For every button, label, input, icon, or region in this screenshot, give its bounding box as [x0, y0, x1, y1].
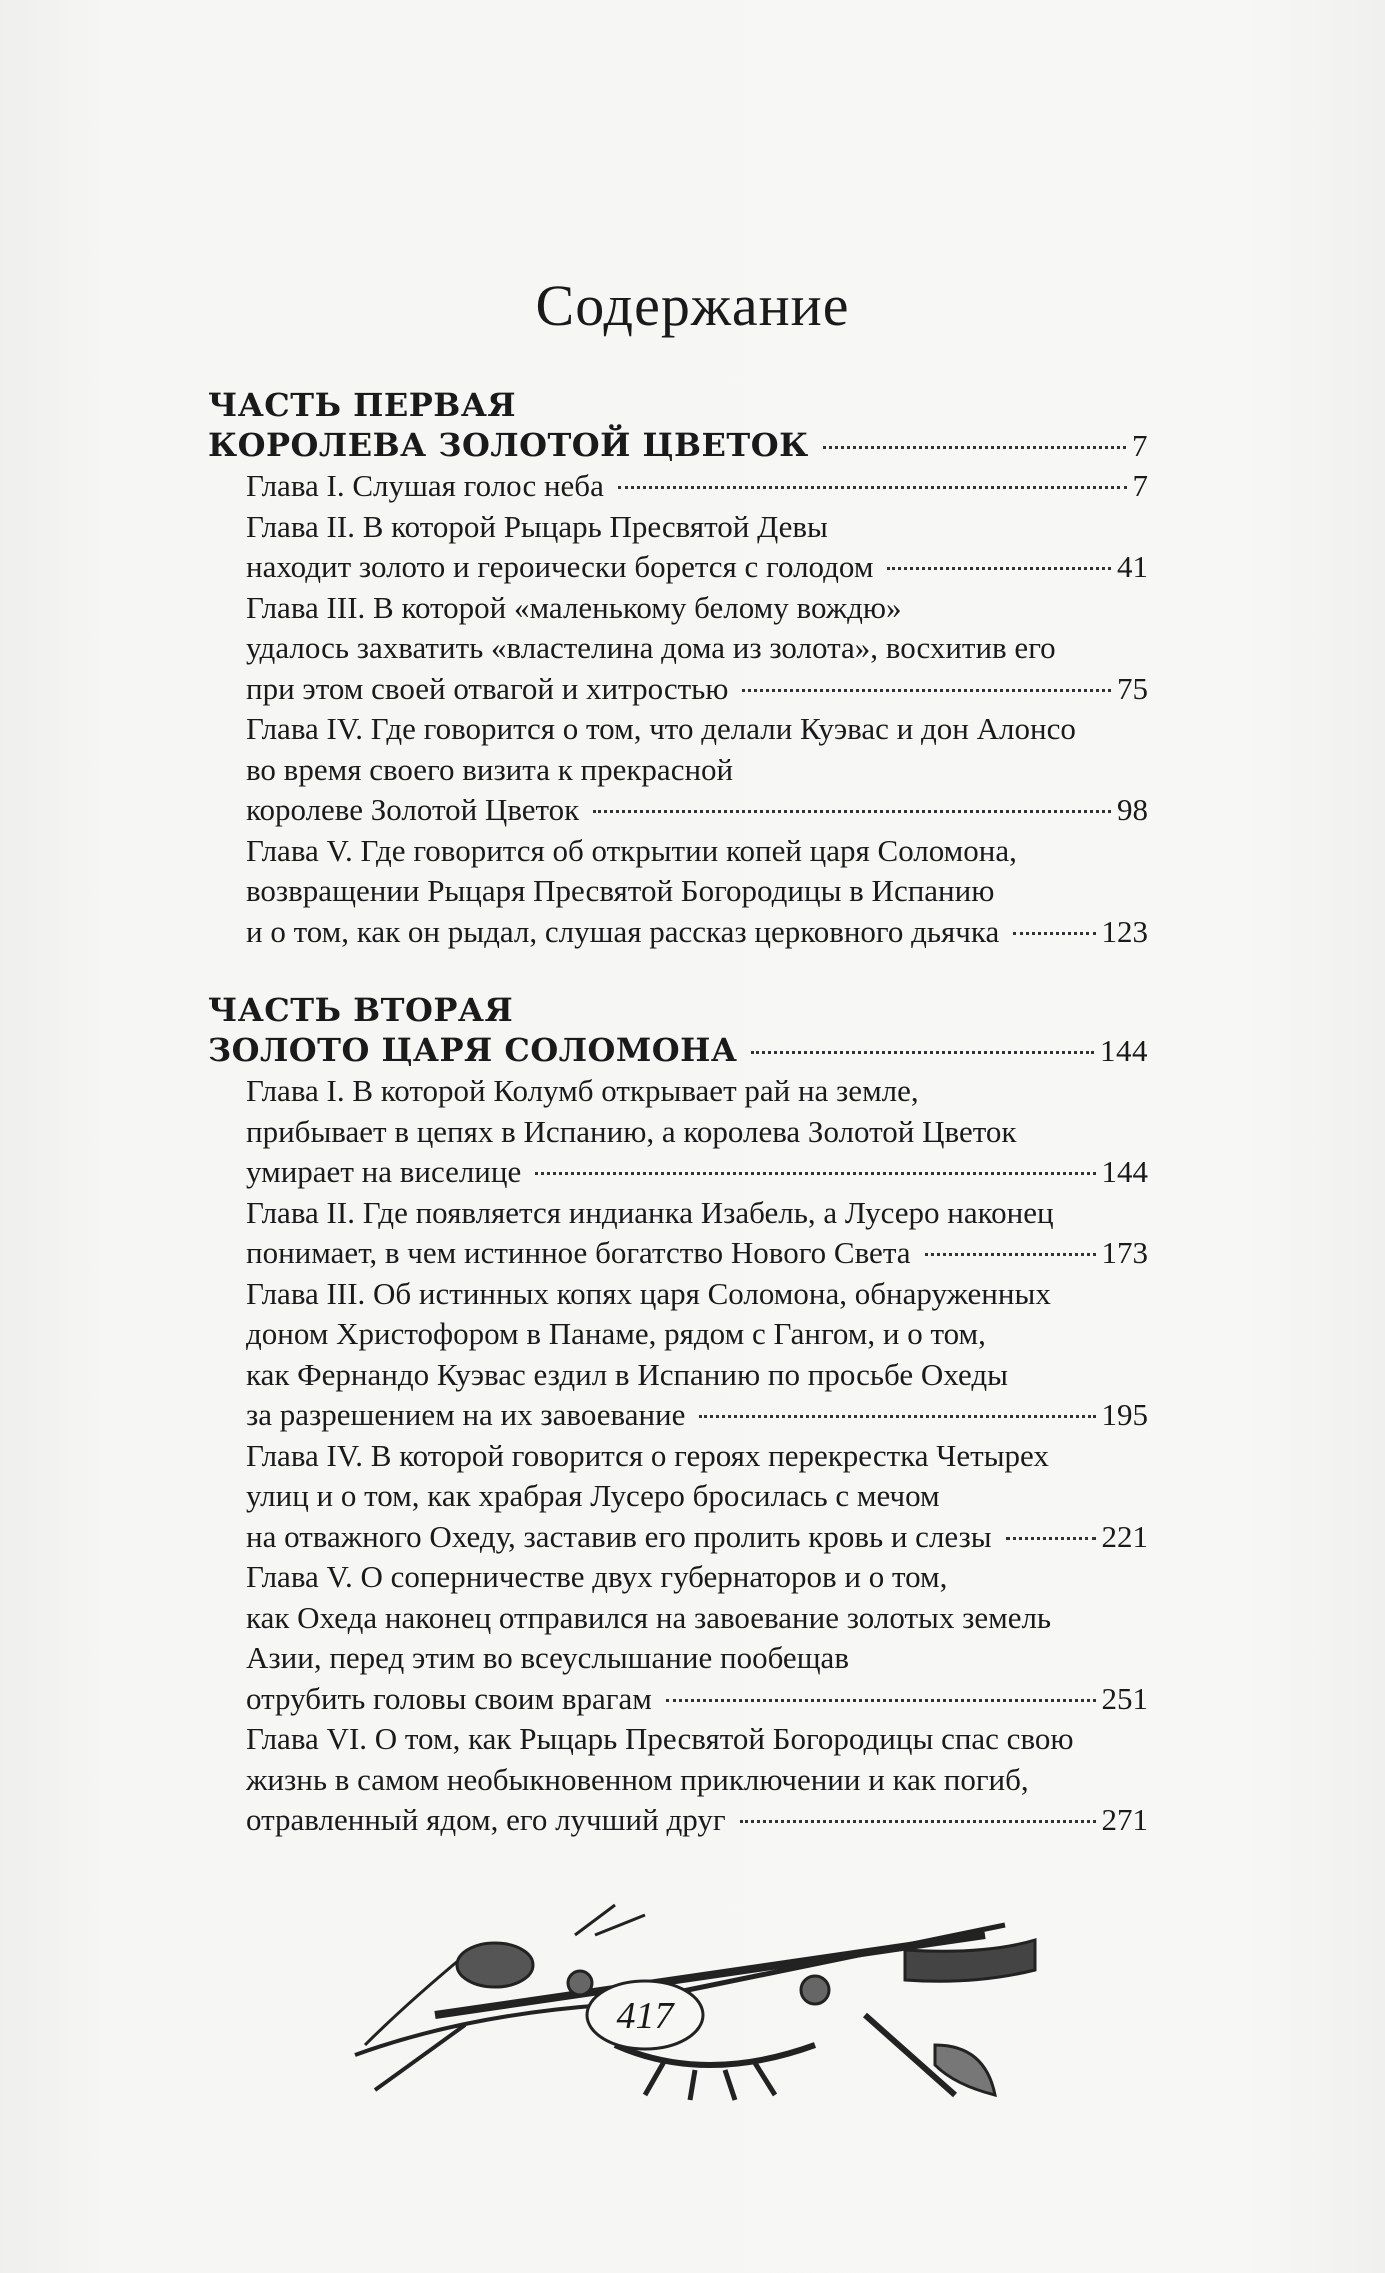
chapter-text: за разрешением на их завоевание [246, 1397, 686, 1432]
page-ref: 98 [1117, 792, 1148, 827]
page-ref: 7 [1132, 428, 1148, 463]
part-heading [208, 385, 1148, 466]
chapter-text: и о том, как он рыдал, слушая рассказ церковного дьячка [246, 913, 1000, 949]
dot-leader [1013, 932, 1095, 935]
chapter-text: Глава V. О соперничестве двух губернаторов и о том, [246, 1559, 948, 1594]
dot-leader [535, 1172, 1095, 1175]
part-number: ЧАСТЬ ВТОРАЯ [208, 991, 514, 1029]
chapter-text: удалось захватить «властелина дома из золота», восхитив его [246, 630, 1056, 665]
weapons-emblem-icon [345, 1895, 1045, 2105]
chapter-text: при этом своей отвагой и хитростью [246, 670, 729, 706]
chapter-text: Глава III. Об истинных копях царя Соломона, обнаруженных [246, 1275, 1051, 1311]
dot-leader [887, 567, 1111, 570]
dot-leader [823, 446, 1126, 449]
chapter-text: Глава I. Слушая голос неба [246, 468, 604, 503]
chapter-text: отрубить головы своим врагам [246, 1680, 652, 1716]
dot-leader [740, 1820, 1096, 1823]
chapter-text: жизнь в самом необыкновенном приключении и как погиб, [246, 1761, 1029, 1797]
chapter-entry [246, 709, 1148, 831]
chapter-text: Глава I. В которой Колумб открывает рай на земле, [246, 1073, 919, 1108]
chapter-text: прибывает в цепях в Испанию, а королева Золотой Цветок [246, 1113, 1017, 1149]
page-ref: 144 [1100, 1033, 1148, 1068]
chapter-entry [246, 507, 1148, 588]
part-number: ЧАСТЬ ПЕРВАЯ [208, 386, 517, 424]
chapter-text: Азии, перед этим во всеуслышание пообещав [246, 1640, 849, 1675]
chapter-text: отравленный ядом, его лучший друг [246, 1802, 726, 1837]
part-title: КОРОЛЕВА ЗОЛОТОЙ ЦВЕТОК [208, 426, 809, 464]
page-ref: 144 [1101, 1154, 1148, 1189]
chapter-entry [246, 831, 1148, 953]
chapter-text: Глава III. В которой «маленькому белому вождю» [246, 589, 902, 625]
chapter-text: на отважного Охеду, заставив его пролить кровь и слезы [246, 1518, 992, 1554]
chapter-text: возвращении Рыцаря Пресвятой Богородицы в Испанию [246, 873, 995, 908]
page-number: 417 [616, 1995, 674, 2037]
chapter-entry [246, 588, 1148, 710]
page-ref: 123 [1101, 913, 1148, 949]
chapter-entry [246, 1436, 1148, 1558]
part-title: ЗОЛОТО ЦАРЯ СОЛОМОНА [208, 1031, 738, 1069]
page-ref: 7 [1132, 468, 1148, 503]
page-ref: 271 [1101, 1802, 1148, 1837]
table-of-contents [208, 385, 1148, 1841]
page-title: Содержание [535, 273, 850, 338]
chapter-text: как Фернандо Куэвас ездил в Испанию по просьбе Охеды [246, 1356, 1008, 1392]
dot-leader [618, 486, 1127, 489]
part-heading [208, 990, 1148, 1071]
chapter-text: Глава II. В которой Рыцарь Пресвятой Девы [246, 508, 828, 544]
chapter-text: Глава IV. В которой говорится о героях перекрестка Четырех [246, 1437, 1049, 1473]
chapter-entry [246, 1274, 1148, 1436]
dot-leader [925, 1253, 1096, 1256]
chapter-entry [246, 1719, 1148, 1841]
dot-leader [1006, 1537, 1096, 1540]
chapter-text: как Охеда наконец отправился на завоевание золотых земель [246, 1599, 1052, 1635]
dot-leader [742, 689, 1111, 692]
chapter-entry [246, 466, 1148, 507]
chapter-text: во время своего визита к прекрасной [246, 751, 734, 787]
chapter-text: умирает на виселице [246, 1154, 522, 1189]
chapter-text: королеве Золотой Цветок [246, 792, 580, 827]
chapter-text: доном Христофором в Панаме, рядом с Гангом, и о том, [246, 1316, 986, 1351]
chapter-text: понимает, в чем истинное богатство Нового Света [246, 1235, 911, 1270]
chapter-text: Глава IV. Где говорится о том, что делали Куэвас и дон Алонсо [246, 711, 1076, 746]
chapter-text: улиц и о том, как храбрая Лусеро бросилась с мечом [246, 1478, 940, 1513]
chapter-entry [246, 1557, 1148, 1719]
dot-leader [666, 1699, 1096, 1702]
page-ref: 195 [1101, 1397, 1148, 1432]
page-ref: 173 [1101, 1235, 1148, 1270]
chapter-text: Глава II. Где появляется индианка Изабель, а Лусеро наконец [246, 1194, 1054, 1230]
page-ref: 251 [1101, 1680, 1148, 1716]
chapter-text: Глава V. Где говорится об открытии копей царя Соломона, [246, 832, 1017, 868]
dot-leader [699, 1415, 1095, 1418]
dot-leader [751, 1051, 1094, 1054]
chapter-text: Глава VI. О том, как Рыцарь Пресвятой Богородицы спас свою [246, 1721, 1074, 1756]
chapter-entry [246, 1193, 1148, 1274]
chapter-entry [246, 1071, 1148, 1193]
chapter-text: находит золото и героически борется с голодом [246, 549, 874, 584]
page-ref: 221 [1101, 1518, 1148, 1554]
page-ref: 75 [1117, 670, 1148, 706]
dot-leader [593, 810, 1111, 813]
page-ref: 41 [1117, 549, 1148, 584]
